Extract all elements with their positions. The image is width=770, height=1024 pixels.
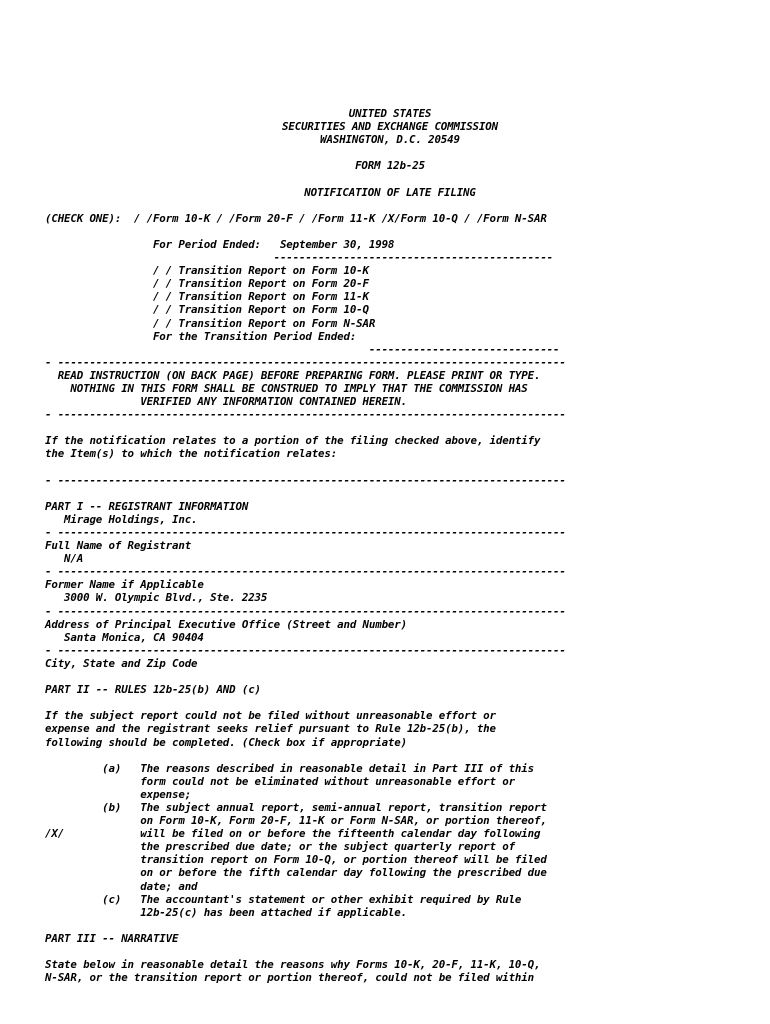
transition-report-20f: / / Transition Report on Form 20-F	[45, 277, 369, 291]
form-title: FORM 12b-25	[355, 159, 425, 173]
divider: - --------------------------------------------------------------------------------	[45, 473, 566, 487]
former-name: N/A	[45, 552, 84, 566]
divider: - --------------------------------------------------------------------------------	[45, 408, 566, 422]
part2-item-line: expense;	[45, 787, 192, 801]
part2-intro-line-1: If the subject report could not be filed without unreasonable effort or	[45, 709, 496, 723]
transition-report-10q: / / Transition Report on Form 10-Q	[45, 303, 369, 317]
city-state-zip-label: City, State and Zip Code	[45, 656, 198, 670]
registrant-name-label: Full Name of Registrant	[45, 539, 192, 553]
form-subtitle: NOTIFICATION OF LATE FILING	[304, 185, 476, 199]
registrant-name: Mirage Holdings, Inc.	[45, 512, 198, 526]
part2-intro-line-3: following should be completed. (Check box if appropriate)	[45, 735, 407, 749]
part2-item-line: form could not be eliminated without unreasonable effort or	[45, 774, 515, 788]
part3-text-line-1: State below in reasonable detail the reasons why Forms 10-K, 20-F, 11-K, 10-Q,	[45, 958, 541, 972]
part3-text-line-2: N-SAR, or the transition report or portion thereof, could not be filed within	[45, 971, 534, 985]
instruction-line-3: VERIFIED ANY INFORMATION CONTAINED HEREIN.	[45, 395, 407, 409]
transition-report-10k: / / Transition Report on Form 10-K	[45, 264, 369, 278]
part2-item-line: transition report on Form 10-Q, or portion thereof will be filed	[45, 853, 547, 867]
address-label: Address of Principal Executive Office (Street and Number)	[45, 617, 407, 631]
part3-heading: PART III -- NARRATIVE	[45, 931, 179, 945]
part2-intro-line-2: expense and the registrant seeks relief pursuant to Rule 12b-25(b), the	[45, 722, 496, 736]
part2-item-line-checked: /X/ will be filed on or before the fifteenth calendar day following	[45, 827, 541, 841]
former-name-label: Former Name if Applicable	[45, 578, 204, 592]
period-ended-line: For Period Ended: September 30, 1998	[45, 237, 395, 251]
instruction-line-2: NOTHING IN THIS FORM SHALL BE CONSTRUED TO IMPLY THAT THE COMMISSION HAS	[45, 381, 528, 395]
divider: - --------------------------------------------------------------------------------	[45, 355, 566, 369]
part2-item-line: (c) The accountant's statement or other exhibit required by Rule	[45, 892, 522, 906]
instruction-line-1: READ INSTRUCTION (ON BACK PAGE) BEFORE PREPARING FORM. PLEASE PRINT OR TYPE.	[45, 368, 541, 382]
part2-item-line: 12b-25(c) has been attached if applicable.	[45, 905, 407, 919]
part1-heading: PART I -- REGISTRANT INFORMATION	[45, 499, 249, 513]
header-agency: SECURITIES AND EXCHANGE COMMISSION	[282, 120, 498, 134]
part2-item-line: (b) The subject annual report, semi-annual report, transition report	[45, 800, 547, 814]
transition-period-label: For the Transition Period Ended:	[45, 329, 357, 343]
divider: - --------------------------------------------------------------------------------	[45, 604, 566, 618]
transition-report-nsar: / / Transition Report on Form N-SAR	[45, 316, 376, 330]
part2-item-line: date; and	[45, 879, 198, 893]
part2-heading: PART II -- RULES 12b-25(b) AND (c)	[45, 683, 261, 697]
address: 3000 W. Olympic Blvd., Ste. 2235	[45, 591, 268, 605]
header-country: UNITED STATES	[348, 107, 432, 120]
part2-item-line: the prescribed due date; or the subject quarterly report of	[45, 840, 515, 854]
part2-item-line: (a) The reasons described in reasonable detail in Part III of this	[45, 761, 534, 775]
form-12b-25-document	[45, 107, 735, 984]
divider: - --------------------------------------------------------------------------------	[45, 643, 566, 657]
check-one-line: (CHECK ONE): / /Form 10-K / /Form 20-F / /Form 11-K /X/Form 10-Q / /Form N-SAR	[45, 211, 547, 225]
period-underline: --------------------------------------------	[45, 251, 554, 265]
divider: - --------------------------------------------------------------------------------	[45, 565, 566, 579]
header-location: WASHINGTON, D.C. 20549	[320, 133, 460, 147]
transition-period-underline: ------------------------------	[45, 342, 560, 356]
part2-item-line: on Form 10-K, Form 20-F, 11-K or Form N-SAR, or portion thereof,	[45, 814, 547, 828]
transition-report-11k: / / Transition Report on Form 11-K	[45, 290, 369, 304]
city-state-zip: Santa Monica, CA 90404	[45, 630, 204, 644]
portion-note-line-1: If the notification relates to a portion of the filing checked above, identify	[45, 434, 541, 448]
part2-item-line: on or before the fifth calendar day following the prescribed due	[45, 866, 547, 880]
portion-note-line-2: the Item(s) to which the notification relates:	[45, 447, 338, 461]
divider: - --------------------------------------------------------------------------------	[45, 526, 566, 539]
